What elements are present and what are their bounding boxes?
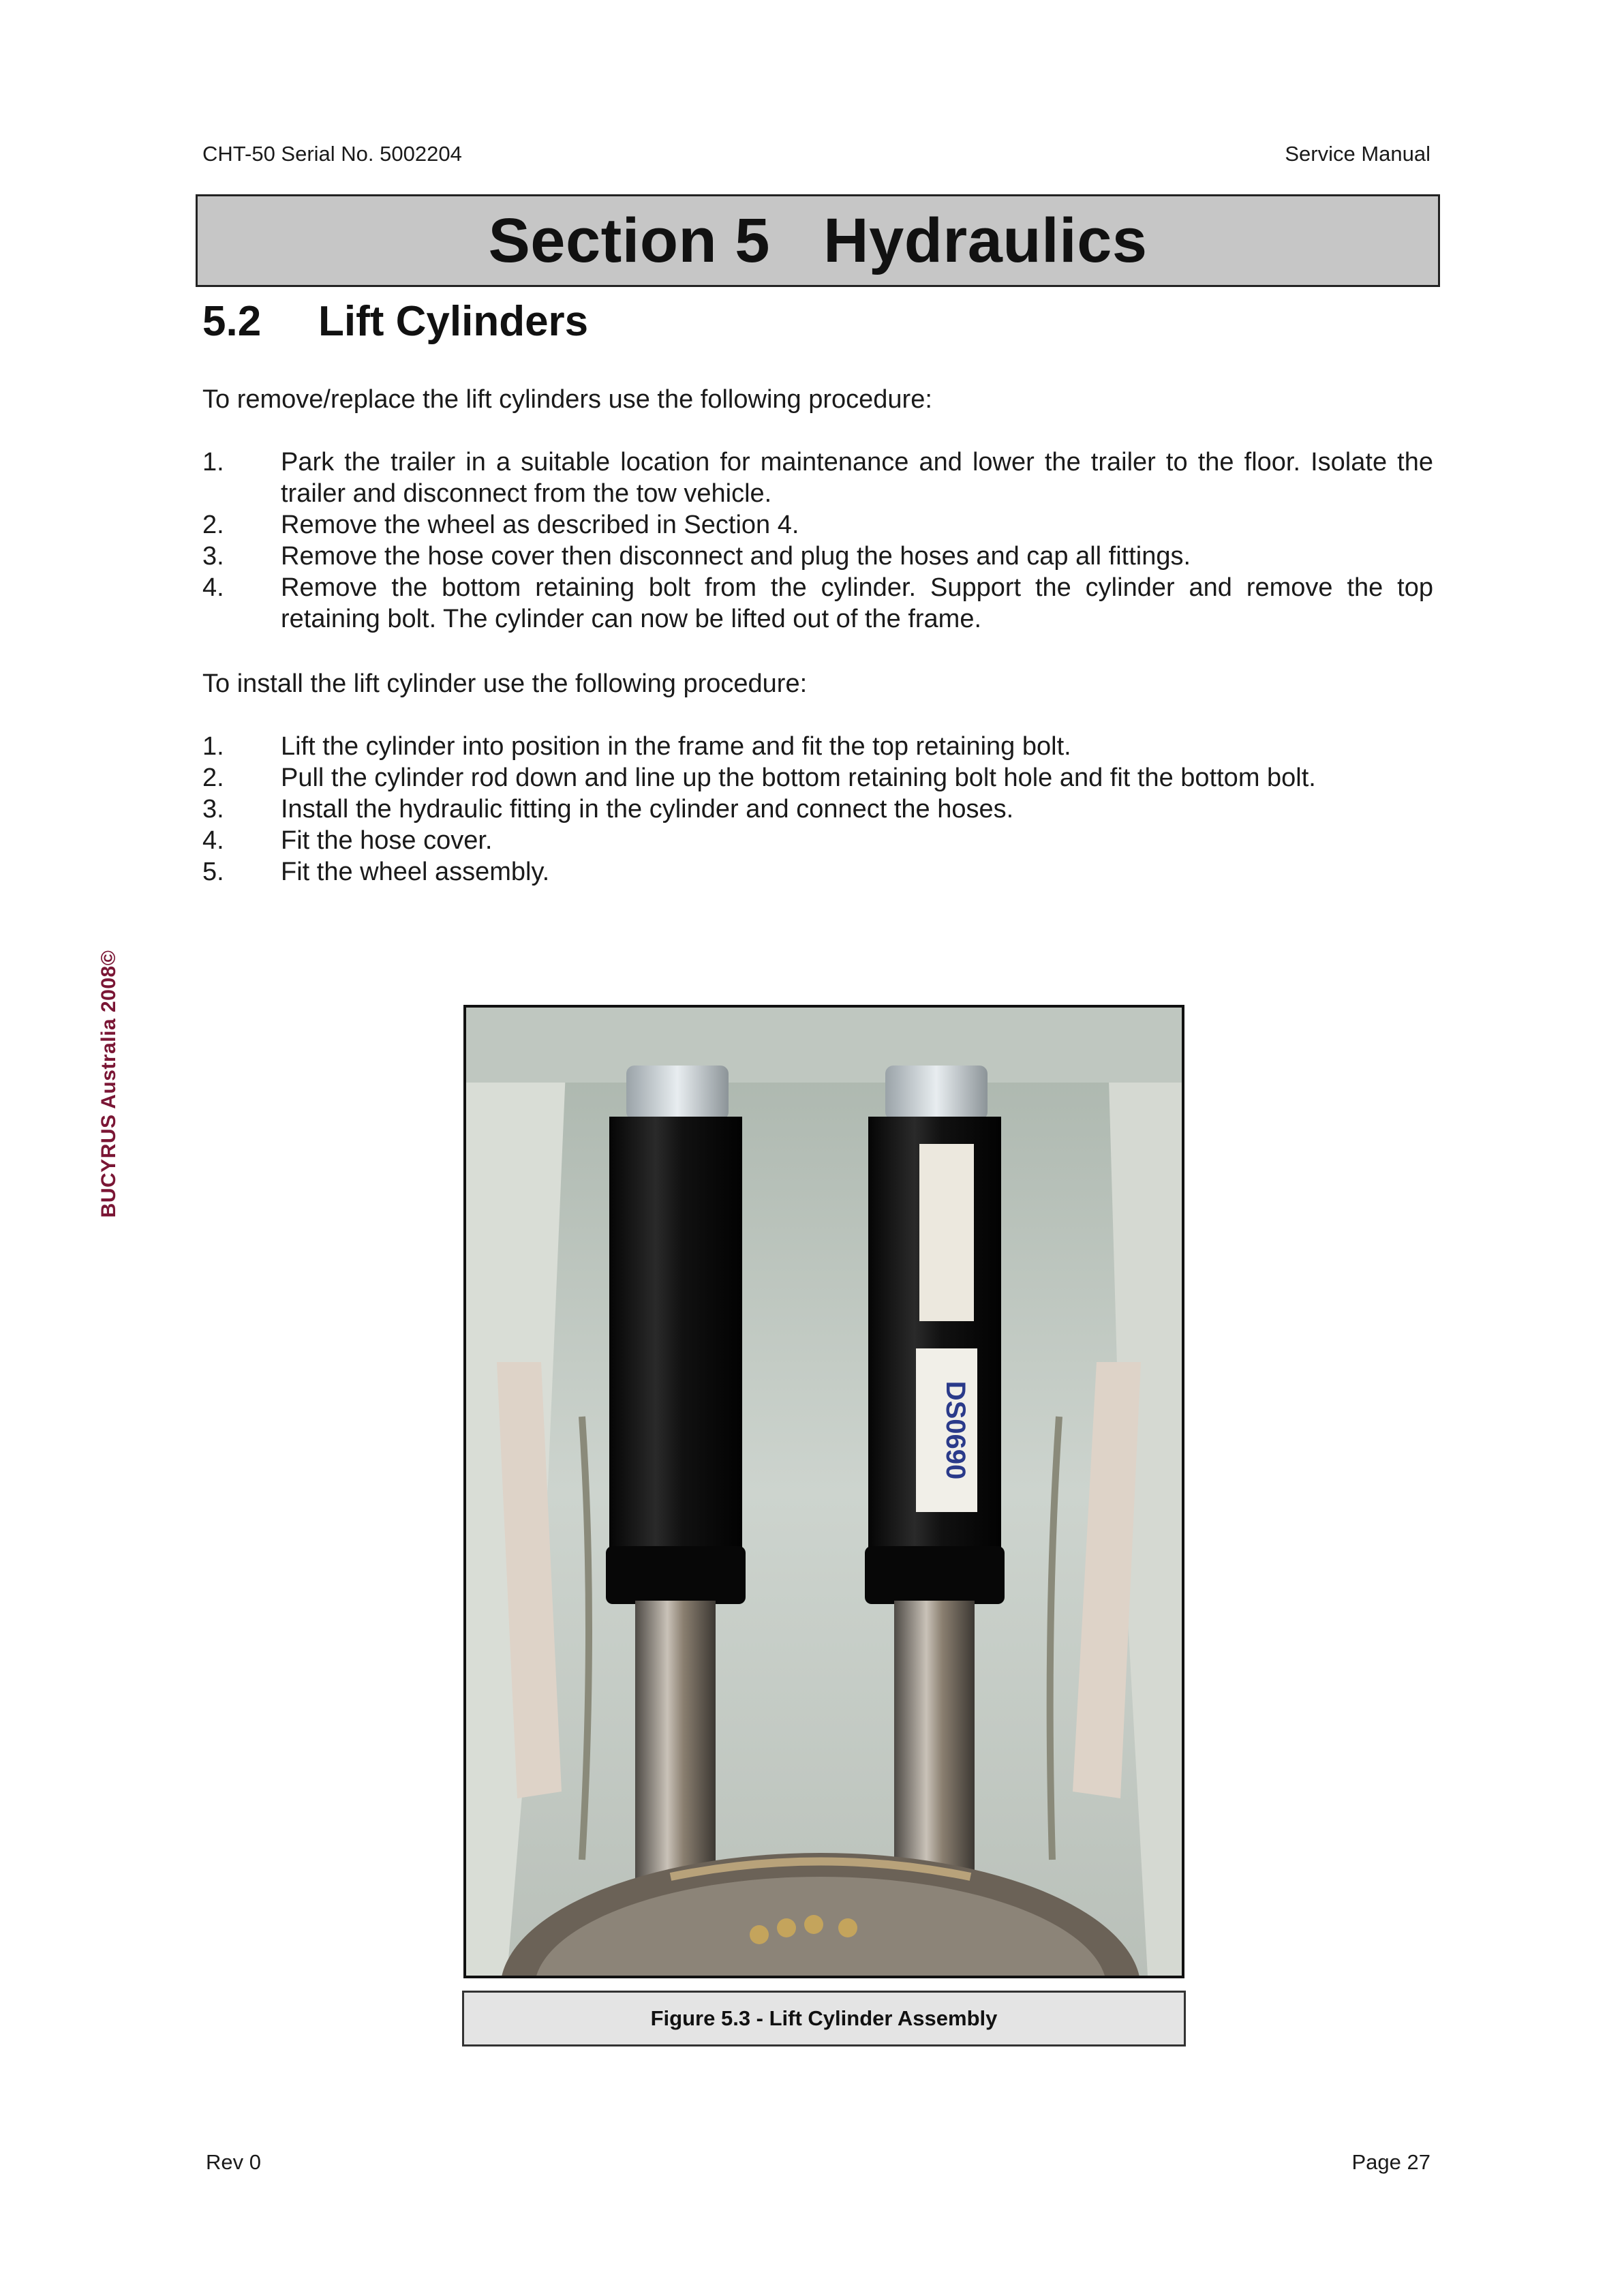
side-copyright: BUCYRUS Australia 2008© (97, 950, 120, 1218)
left-cylinder-rod (635, 1601, 716, 1880)
right-cylinder-rod (894, 1601, 975, 1880)
step-number: 4. (202, 826, 224, 855)
installation-steps (202, 731, 1433, 888)
list-item (202, 856, 1433, 888)
list-item (202, 794, 1433, 825)
list-item (202, 572, 1433, 635)
step-text: Fit the hose cover. (281, 826, 493, 855)
step-text: Remove the wheel as described in Section 4. (281, 511, 799, 539)
list-item (202, 541, 1433, 572)
step-text: Remove the hose cover then disconnect and plug the hoses and cap all fittings. (281, 542, 1191, 571)
left-cylinder-barrel (609, 1117, 742, 1553)
frame-background (466, 1008, 1182, 1976)
section-title: Section 5 Hydraulics (488, 205, 1148, 275)
step-number: 3. (202, 795, 224, 824)
left-cylinder-collar (606, 1546, 746, 1604)
list-item (202, 825, 1433, 856)
list-item (202, 731, 1433, 762)
footer-page-number: Page 27 (1351, 2150, 1430, 2174)
removal-intro: To remove/replace the lift cylinders use the following procedure: (202, 385, 932, 414)
removal-steps (202, 447, 1433, 635)
frame-top-edge (466, 1008, 1182, 1083)
figure-caption: Figure 5.3 - Lift Cylinder Assembly (650, 2006, 998, 2030)
list-item (202, 762, 1433, 794)
list-item (202, 447, 1433, 509)
list-item (202, 509, 1433, 541)
subsection-number: 5.2 (202, 298, 262, 345)
step-number: 2. (202, 511, 224, 539)
fitting (838, 1918, 857, 1937)
step-text: Lift the cylinder into position in the frame and fit the top retaining bolt. (281, 732, 1071, 761)
step-number: 1. (202, 732, 224, 761)
header-document-type: Service Manual (1285, 142, 1430, 166)
fitting (777, 1918, 796, 1937)
right-cylinder-collar (865, 1546, 1005, 1604)
cylinder-id-label: DS0690 (940, 1380, 970, 1480)
step-number: 2. (202, 764, 224, 792)
step-number: 5. (202, 858, 224, 886)
footer-revision: Rev 0 (206, 2150, 261, 2174)
fitting (804, 1915, 823, 1934)
step-number: 4. (202, 573, 224, 602)
header-document-id: CHT-50 Serial No. 5002204 (202, 142, 462, 166)
right-cylinder-label-top (919, 1144, 974, 1321)
right-cylinder-top-cap (885, 1066, 988, 1120)
step-text: Fit the wheel assembly. (281, 858, 550, 886)
photo-illustration (466, 1008, 1182, 1976)
subsection-title: Lift Cylinders (318, 298, 589, 345)
subsection-heading (202, 297, 588, 346)
step-text: Park the trailer in a suitable location for maintenance and lower the trailer to the floor. Isolate the trailer and disconnect from the tow vehicle. (281, 448, 1433, 508)
lift-cylinder-photo (463, 1005, 1184, 1978)
installation-intro: To install the lift cylinder use the following procedure: (202, 669, 808, 698)
step-number: 1. (202, 448, 224, 477)
left-cylinder-top-cap (626, 1066, 729, 1120)
section-banner (196, 194, 1440, 287)
step-text: Remove the bottom retaining bolt from the cylinder. Support the cylinder and remove the top retaining bolt. The cylinder can now be lifted out of the frame. (281, 573, 1433, 633)
step-text: Install the hydraulic fitting in the cylinder and connect the hoses. (281, 795, 1014, 824)
step-text: Pull the cylinder rod down and line up the bottom retaining bolt hole and fit the bottom bolt. (281, 764, 1316, 792)
figure-caption-box (462, 1991, 1186, 2046)
fitting (750, 1925, 769, 1944)
step-number: 3. (202, 542, 224, 571)
